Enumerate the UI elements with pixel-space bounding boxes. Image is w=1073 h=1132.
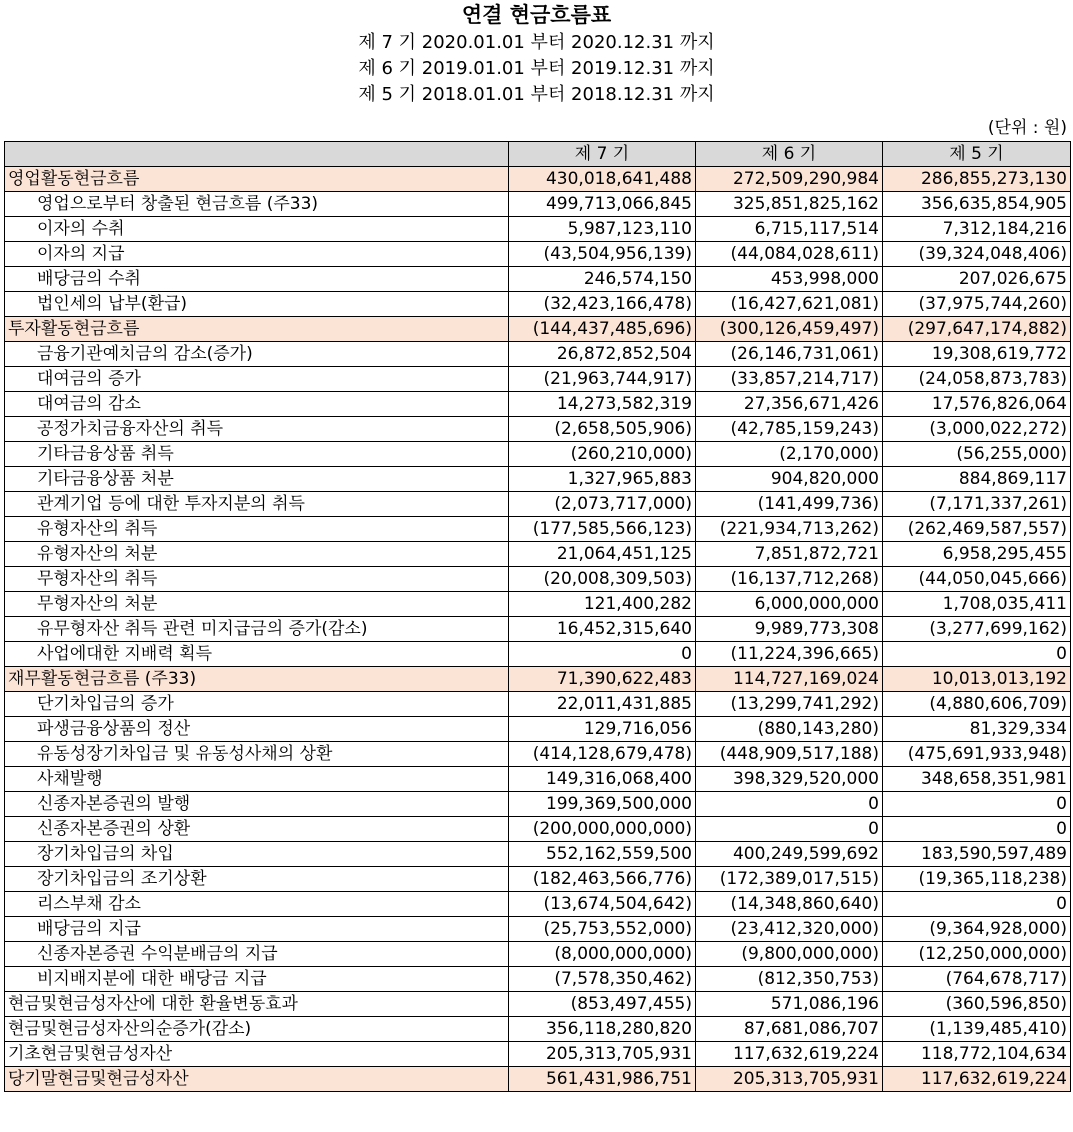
value-period-6: (44,084,028,611) [696, 242, 883, 267]
row-label: 대여금의 감소 [5, 392, 509, 417]
value-period-6: (172,389,017,515) [696, 867, 883, 892]
value-period-5: (764,678,717) [883, 967, 1071, 992]
table-body [5, 167, 1071, 1092]
value-period-6: (14,348,860,640) [696, 892, 883, 917]
row-label: 무형자산의 취득 [5, 567, 509, 592]
table-row [5, 592, 1071, 617]
table-row [5, 342, 1071, 367]
value-period-6: 904,820,000 [696, 467, 883, 492]
row-label: 대여금의 증가 [5, 367, 509, 392]
row-label: 기타금융상품 처분 [5, 467, 509, 492]
value-period-7: 356,118,280,820 [509, 1017, 696, 1042]
value-period-7: (2,658,505,906) [509, 417, 696, 442]
value-period-6: 272,509,290,984 [696, 167, 883, 192]
value-period-6: (26,146,731,061) [696, 342, 883, 367]
value-period-7: (144,437,485,696) [509, 317, 696, 342]
row-label: 이자의 지급 [5, 242, 509, 267]
value-period-5: 0 [883, 642, 1071, 667]
header-period-7: 제 7 기 [509, 142, 696, 167]
value-period-6: 205,313,705,931 [696, 1067, 883, 1092]
value-period-5: (39,324,048,406) [883, 242, 1071, 267]
value-period-7: (182,463,566,776) [509, 867, 696, 892]
header-period-5: 제 5 기 [883, 142, 1071, 167]
value-period-6: 7,851,872,721 [696, 542, 883, 567]
table-row [5, 167, 1071, 192]
row-label: 투자활동현금흐름 [5, 317, 509, 342]
table-row [5, 467, 1071, 492]
value-period-5: 1,708,035,411 [883, 592, 1071, 617]
table-row [5, 1042, 1071, 1067]
value-period-7: (21,963,744,917) [509, 367, 696, 392]
value-period-6: (9,800,000,000) [696, 942, 883, 967]
value-period-5: 0 [883, 792, 1071, 817]
value-period-7: (200,000,000,000) [509, 817, 696, 842]
table-row [5, 642, 1071, 667]
value-period-7: 499,713,066,845 [509, 192, 696, 217]
value-period-5: (12,250,000,000) [883, 942, 1071, 967]
value-period-6: 9,989,773,308 [696, 617, 883, 642]
value-period-6: 114,727,169,024 [696, 667, 883, 692]
table-row [5, 417, 1071, 442]
value-period-7: 71,390,622,483 [509, 667, 696, 692]
value-period-5: (360,596,850) [883, 992, 1071, 1017]
cash-flow-table [4, 141, 1071, 1092]
row-label: 리스부채 감소 [5, 892, 509, 917]
table-row [5, 967, 1071, 992]
table-row [5, 767, 1071, 792]
value-period-5: 17,576,826,064 [883, 392, 1071, 417]
table-row [5, 617, 1071, 642]
statement-title: 연결 현금흐름표 [461, 3, 612, 27]
value-period-7: (8,000,000,000) [509, 942, 696, 967]
table-row [5, 217, 1071, 242]
row-label: 재무활동현금흐름 (주33) [5, 667, 509, 692]
value-period-5: 356,635,854,905 [883, 192, 1071, 217]
row-label: 비지배지분에 대한 배당금 지급 [5, 967, 509, 992]
value-period-7: (2,073,717,000) [509, 492, 696, 517]
value-period-7: 0 [509, 642, 696, 667]
value-period-7: 121,400,282 [509, 592, 696, 617]
table-row [5, 692, 1071, 717]
value-period-6: (448,909,517,188) [696, 742, 883, 767]
row-label: 현금및현금성자산의순증가(감소) [5, 1017, 509, 1042]
unit-label: (단위 : 원) [987, 118, 1067, 138]
value-period-7: 561,431,986,751 [509, 1067, 696, 1092]
row-label: 신종자본증권의 발행 [5, 792, 509, 817]
row-label: 사채발행 [5, 767, 509, 792]
value-period-5: (7,171,337,261) [883, 492, 1071, 517]
value-period-5: 286,855,273,130 [883, 167, 1071, 192]
table-row [5, 992, 1071, 1017]
table-row [5, 542, 1071, 567]
table-row [5, 742, 1071, 767]
value-period-5: 81,329,334 [883, 717, 1071, 742]
value-period-5: (475,691,933,948) [883, 742, 1071, 767]
value-period-7: (177,585,566,123) [509, 517, 696, 542]
value-period-7: 5,987,123,110 [509, 217, 696, 242]
table-row [5, 242, 1071, 267]
value-period-7: 205,313,705,931 [509, 1042, 696, 1067]
row-label: 영업으로부터 창출된 현금흐름 (주33) [5, 192, 509, 217]
row-label: 신종자본증권 수익분배금의 지급 [5, 942, 509, 967]
row-label: 금융기관예치금의 감소(증가) [5, 342, 509, 367]
table-row [5, 842, 1071, 867]
value-period-7: (260,210,000) [509, 442, 696, 467]
value-period-6: 27,356,671,426 [696, 392, 883, 417]
value-period-5: 7,312,184,216 [883, 217, 1071, 242]
value-period-5: 10,013,013,192 [883, 667, 1071, 692]
value-period-7: (32,423,166,478) [509, 292, 696, 317]
table-row [5, 917, 1071, 942]
value-period-6: 0 [696, 817, 883, 842]
value-period-7: 149,316,068,400 [509, 767, 696, 792]
table-row [5, 317, 1071, 342]
value-period-7: 14,273,582,319 [509, 392, 696, 417]
value-period-5: 348,658,351,981 [883, 767, 1071, 792]
value-period-6: (23,412,320,000) [696, 917, 883, 942]
value-period-6: 117,632,619,224 [696, 1042, 883, 1067]
row-label: 법인세의 납부(환급) [5, 292, 509, 317]
value-period-7: 129,716,056 [509, 717, 696, 742]
value-period-7: 21,064,451,125 [509, 542, 696, 567]
table-row [5, 817, 1071, 842]
table-row [5, 1067, 1071, 1092]
value-period-7: 1,327,965,883 [509, 467, 696, 492]
period-line-1: 제 7 기 2020.01.01 부터 2020.12.31 까지 [358, 32, 715, 53]
value-period-6: (2,170,000) [696, 442, 883, 467]
value-period-7: (853,497,455) [509, 992, 696, 1017]
value-period-7: 246,574,150 [509, 267, 696, 292]
row-label: 장기차입금의 조기상환 [5, 867, 509, 892]
value-period-6: (300,126,459,497) [696, 317, 883, 342]
value-period-5: (4,880,606,709) [883, 692, 1071, 717]
value-period-5: (3,277,699,162) [883, 617, 1071, 642]
table-row [5, 1017, 1071, 1042]
value-period-7: 430,018,641,488 [509, 167, 696, 192]
row-label: 사업에대한 지배력 획득 [5, 642, 509, 667]
value-period-6: (141,499,736) [696, 492, 883, 517]
value-period-6: (16,137,712,268) [696, 567, 883, 592]
value-period-5: (9,364,928,000) [883, 917, 1071, 942]
value-period-5: 884,869,117 [883, 467, 1071, 492]
value-period-7: 552,162,559,500 [509, 842, 696, 867]
value-period-5: 0 [883, 892, 1071, 917]
value-period-7: (7,578,350,462) [509, 967, 696, 992]
statement-header [0, 0, 1073, 108]
row-label: 이자의 수취 [5, 217, 509, 242]
value-period-6: (16,427,621,081) [696, 292, 883, 317]
table-row [5, 942, 1071, 967]
table-row [5, 442, 1071, 467]
header-period-6: 제 6 기 [696, 142, 883, 167]
row-label: 현금및현금성자산에 대한 환율변동효과 [5, 992, 509, 1017]
table-row [5, 792, 1071, 817]
value-period-6: 398,329,520,000 [696, 767, 883, 792]
header-label-cell [5, 142, 509, 167]
table-row [5, 567, 1071, 592]
table-row [5, 367, 1071, 392]
value-period-7: 26,872,852,504 [509, 342, 696, 367]
value-period-5: (44,050,045,666) [883, 567, 1071, 592]
value-period-5: 0 [883, 817, 1071, 842]
value-period-7: (20,008,309,503) [509, 567, 696, 592]
value-period-6: (33,857,214,717) [696, 367, 883, 392]
row-label: 유형자산의 처분 [5, 542, 509, 567]
value-period-6: (13,299,741,292) [696, 692, 883, 717]
table-row [5, 867, 1071, 892]
period-line-2: 제 6 기 2019.01.01 부터 2019.12.31 까지 [358, 58, 715, 79]
table-row [5, 192, 1071, 217]
row-label: 유동성장기차입금 및 유동성사채의 상환 [5, 742, 509, 767]
value-period-6: 453,998,000 [696, 267, 883, 292]
row-label: 무형자산의 처분 [5, 592, 509, 617]
table-header-row [5, 142, 1071, 167]
value-period-6: (880,143,280) [696, 717, 883, 742]
value-period-7: (414,128,679,478) [509, 742, 696, 767]
row-label: 장기차입금의 차입 [5, 842, 509, 867]
value-period-5: 207,026,675 [883, 267, 1071, 292]
value-period-5: (56,255,000) [883, 442, 1071, 467]
value-period-6: 87,681,086,707 [696, 1017, 883, 1042]
value-period-5: (262,469,587,557) [883, 517, 1071, 542]
row-label: 신종자본증권의 상환 [5, 817, 509, 842]
table-row [5, 717, 1071, 742]
table-row [5, 392, 1071, 417]
value-period-6: 571,086,196 [696, 992, 883, 1017]
value-period-7: (43,504,956,139) [509, 242, 696, 267]
value-period-5: 183,590,597,489 [883, 842, 1071, 867]
table-row [5, 517, 1071, 542]
row-label: 단기차입금의 증가 [5, 692, 509, 717]
row-label: 유무형자산 취득 관련 미지급금의 증가(감소) [5, 617, 509, 642]
table-row [5, 492, 1071, 517]
value-period-6: 400,249,599,692 [696, 842, 883, 867]
row-label: 당기말현금및현금성자산 [5, 1067, 509, 1092]
table-row [5, 892, 1071, 917]
value-period-5: (37,975,744,260) [883, 292, 1071, 317]
value-period-5: 19,308,619,772 [883, 342, 1071, 367]
table-row [5, 267, 1071, 292]
row-label: 기초현금및현금성자산 [5, 1042, 509, 1067]
value-period-7: 22,011,431,885 [509, 692, 696, 717]
value-period-5: 118,772,104,634 [883, 1042, 1071, 1067]
row-label: 기타금융상품 취득 [5, 442, 509, 467]
value-period-6: 325,851,825,162 [696, 192, 883, 217]
value-period-5: 117,632,619,224 [883, 1067, 1071, 1092]
value-period-6: 6,000,000,000 [696, 592, 883, 617]
value-period-6: 0 [696, 792, 883, 817]
value-period-5: (1,139,485,410) [883, 1017, 1071, 1042]
table-row [5, 667, 1071, 692]
row-label: 공정가치금융자산의 취득 [5, 417, 509, 442]
value-period-6: (812,350,753) [696, 967, 883, 992]
value-period-7: (25,753,552,000) [509, 917, 696, 942]
value-period-6: (11,224,396,665) [696, 642, 883, 667]
value-period-6: 6,715,117,514 [696, 217, 883, 242]
row-label: 배당금의 지급 [5, 917, 509, 942]
row-label: 배당금의 수취 [5, 267, 509, 292]
value-period-5: (19,365,118,238) [883, 867, 1071, 892]
value-period-6: (42,785,159,243) [696, 417, 883, 442]
value-period-7: 16,452,315,640 [509, 617, 696, 642]
table-row [5, 292, 1071, 317]
value-period-7: (13,674,504,642) [509, 892, 696, 917]
row-label: 영업활동현금흐름 [5, 167, 509, 192]
value-period-7: 199,369,500,000 [509, 792, 696, 817]
row-label: 유형자산의 취득 [5, 517, 509, 542]
value-period-5: (24,058,873,783) [883, 367, 1071, 392]
value-period-5: (297,647,174,882) [883, 317, 1071, 342]
row-label: 관계기업 등에 대한 투자지분의 취득 [5, 492, 509, 517]
period-line-3: 제 5 기 2018.01.01 부터 2018.12.31 까지 [358, 84, 715, 105]
value-period-6: (221,934,713,262) [696, 517, 883, 542]
value-period-5: (3,000,022,272) [883, 417, 1071, 442]
row-label: 파생금융상품의 정산 [5, 717, 509, 742]
value-period-5: 6,958,295,455 [883, 542, 1071, 567]
